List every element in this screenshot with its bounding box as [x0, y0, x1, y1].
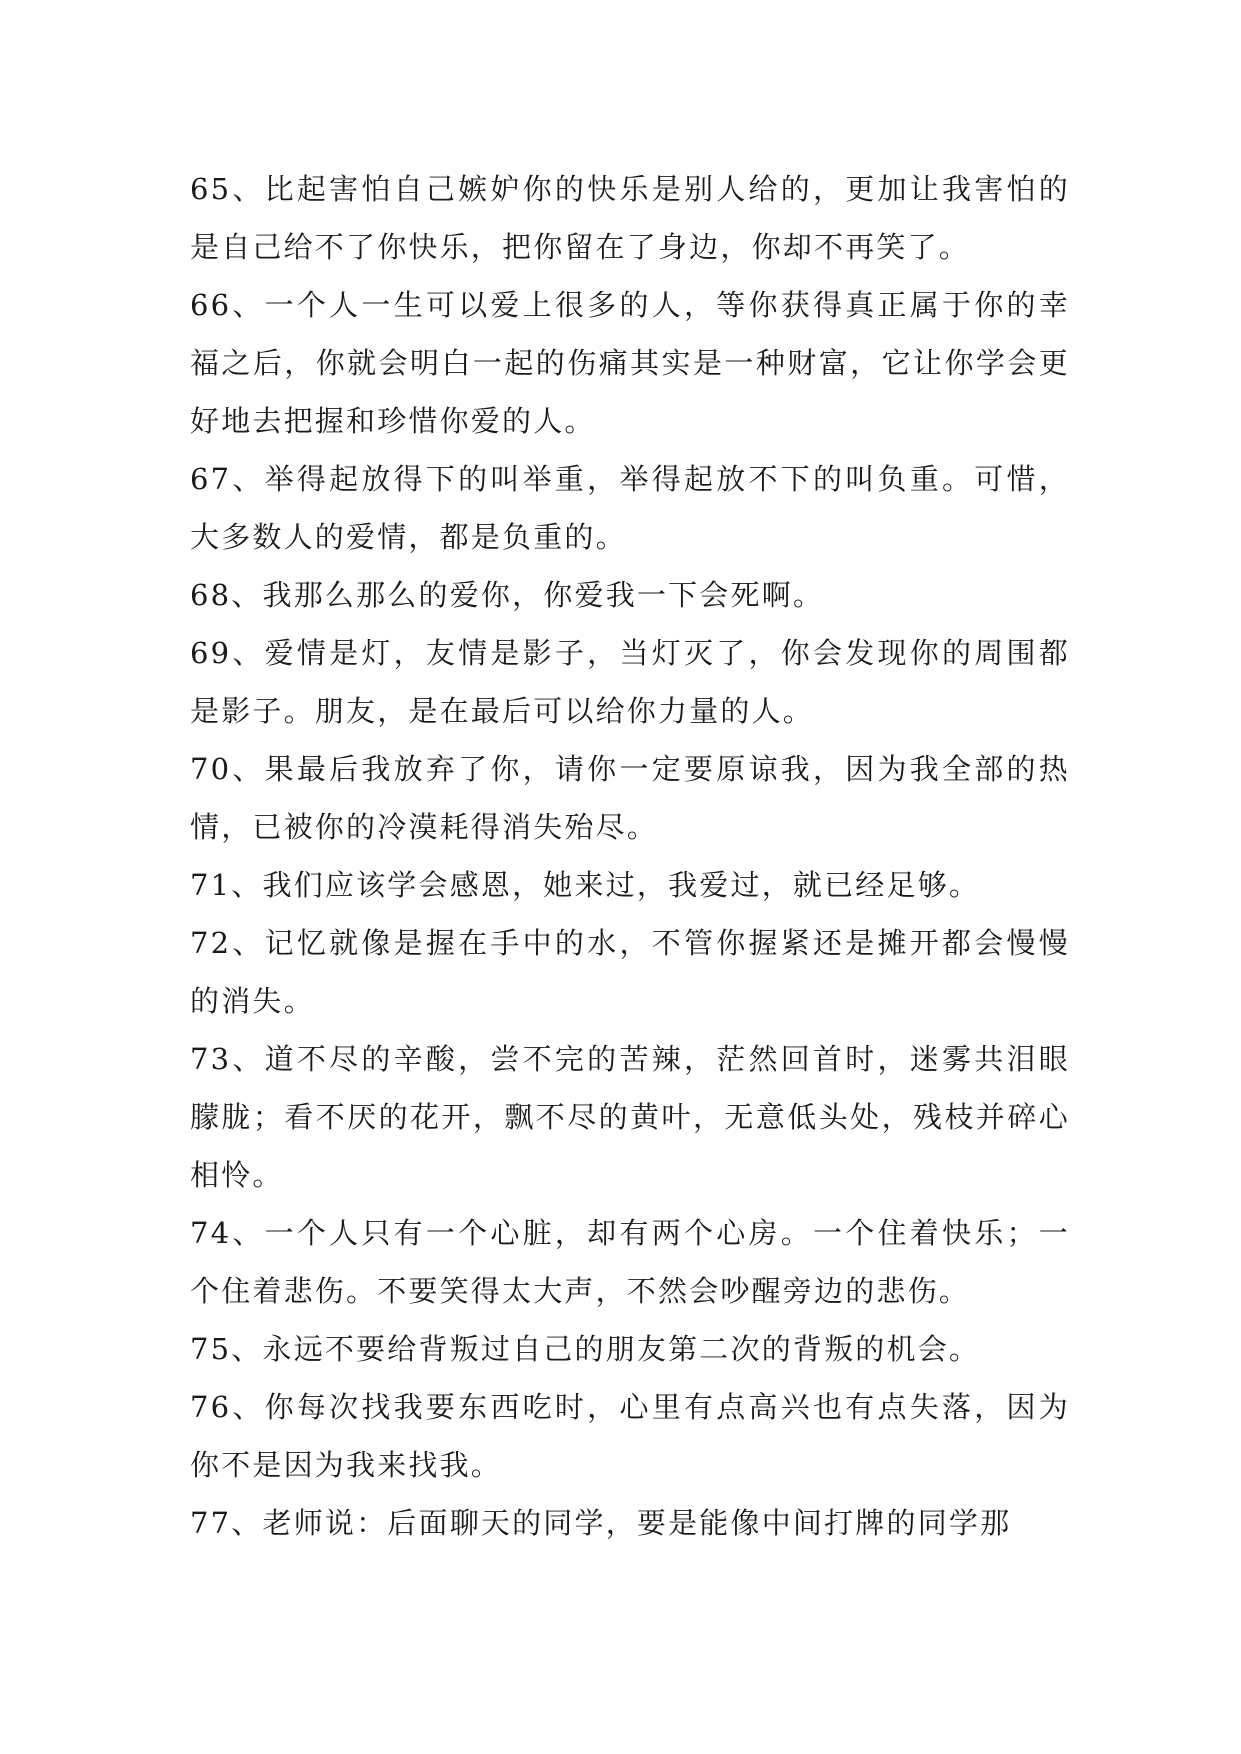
paragraph-72: 72、记忆就像是握在手中的水，不管你握紧还是摊开都会慢慢的消失。: [190, 926, 1070, 1018]
paragraph-75: 75、永远不要给背叛过自己的朋友第二次的背叛的机会。: [190, 1332, 981, 1366]
paragraph-69: 69、爱情是灯，友情是影子，当灯灭了，你会发现你的周围都是影子。朋友，是在最后可以给你力量的人。: [190, 636, 1070, 728]
paragraph-73: 73、道不尽的辛酸，尝不完的苦辣，茫然回首时，迷雾共泪眼朦胧；看不厌的花开，飘不尽的黄叶，无意低头处，残枝并碎心相怜。: [190, 1042, 1070, 1192]
paragraph-65: 65、比起害怕自己嫉妒你的快乐是别人给的，更加让我害怕的是自己给不了你快乐，把你留在了身边，你却不再笑了。: [190, 172, 1070, 264]
paragraph-74: 74、一个人只有一个心脏，却有两个心房。一个住着快乐；一个住着悲伤。不要笑得太大声，不然会吵醒旁边的悲伤。: [190, 1216, 1070, 1308]
paragraph-70: 70、果最后我放弃了你，请你一定要原谅我，因为我全部的热情，已被你的冷漠耗得消失殆尽。: [190, 752, 1070, 844]
paragraph-68: 68、我那么那么的爱你，你爱我一下会死啊。: [190, 578, 825, 612]
paragraph-67: 67、举得起放得下的叫举重，举得起放不下的叫负重。可惜，大多数人的爱情，都是负重的。: [190, 462, 1070, 554]
paragraph-76: 76、你每次找我要东西吃时，心里有点高兴也有点失落，因为你不是因为我来找我。: [190, 1390, 1070, 1482]
paragraph-77: 77、老师说：后面聊天的同学，要是能像中间打牌的同学那: [190, 1506, 1012, 1540]
paragraph-71: 71、我们应该学会感恩，她来过，我爱过，就已经足够。: [190, 868, 981, 902]
document-body: [190, 160, 1070, 1552]
paragraph-66: 66、一个人一生可以爱上很多的人，等你获得真正属于你的幸福之后，你就会明白一起的伤痛其实是一种财富，它让你学会更好地去把握和珍惜你爱的人。: [190, 288, 1070, 438]
